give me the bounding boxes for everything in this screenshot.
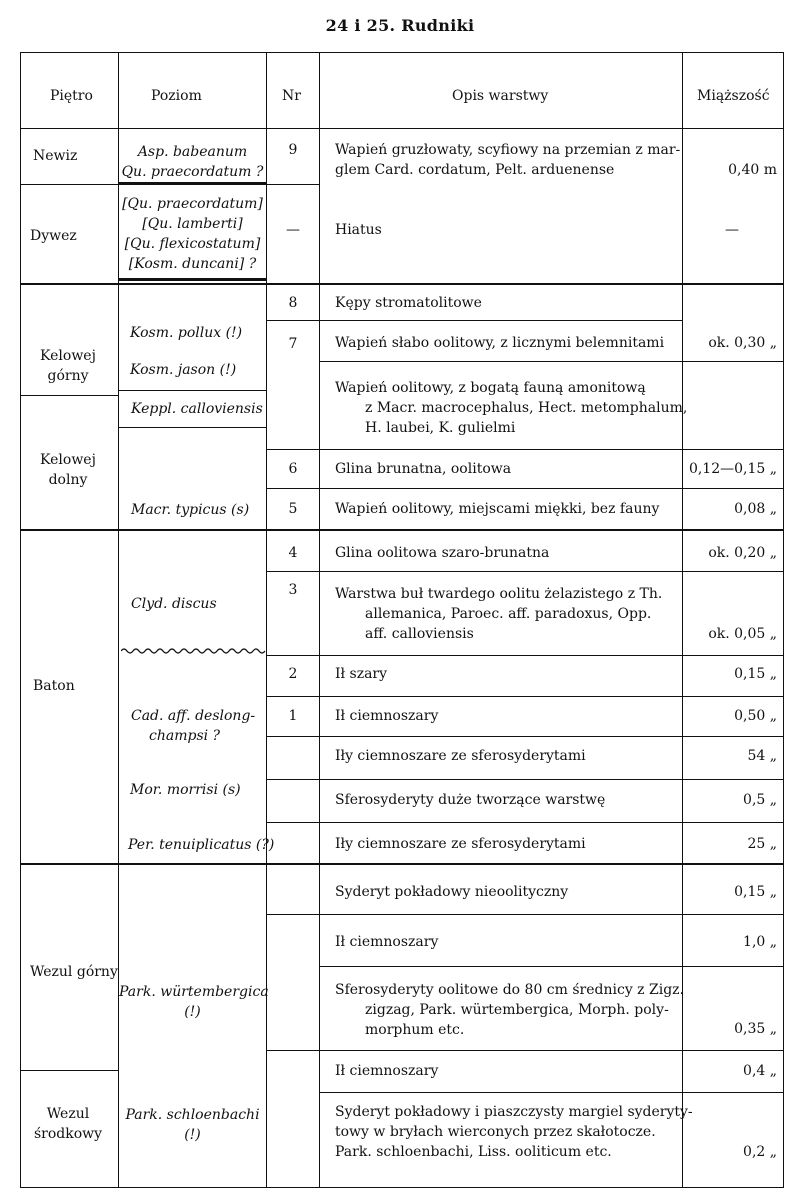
row-rule (267, 320, 319, 321)
row-rule (267, 736, 784, 737)
zone-cad: Cad. aff. deslong- champsi ? (131, 708, 256, 744)
thickness-w2: 1,0 „ (743, 934, 777, 950)
desc-w2: Ił ciemnoszary (335, 934, 439, 950)
row-rule (319, 966, 784, 967)
desc-e3: Iły ciemnoszare ze sferosyderytami (335, 836, 586, 852)
wavy-boundary (121, 646, 267, 656)
thickness-w4: 0,4 „ (743, 1063, 777, 1079)
section-rule (20, 283, 784, 285)
desc-hiatus: Hiatus (335, 222, 382, 238)
nr-cell: 7 (288, 336, 298, 352)
zone-per: Per. tenuiplicatus (?) (128, 837, 275, 853)
zone-dywez: [Qu. praecordatum] [Qu. lamberti] [Qu. flexicostatum] [Kosm. duncani] ? (122, 196, 263, 272)
section-rule (20, 529, 784, 531)
row-rule (119, 278, 267, 281)
zone-clyd: Clyd. discus (131, 596, 217, 612)
nr-cell: 8 (288, 295, 298, 311)
desc-w3: Sferosyderyty oolitowe do 80 cm średnicy z Zigz. zigzag, Park. würtembergica, Morph. poly- morphum etc. (335, 982, 685, 1038)
desc-e1: Iły ciemnoszare ze sferosyderytami (335, 748, 586, 764)
desc-7b: Wapień oolitowy, z bogatą fauną amonitową z Macr. macrocephalus, Hect. metomphalum, H. laubei, K. gulielmi (335, 380, 688, 436)
desc-6: Glina brunatna, oolitowa (335, 461, 512, 477)
header-pietro: Piętro (50, 88, 93, 104)
thickness-w1: 0,15 „ (734, 884, 777, 900)
zone-jason: Kosm. jason (!) (130, 362, 237, 378)
thickness-hiatus: — (725, 222, 739, 238)
desc-9: Wapień gruzłowaty, scyfiowy na przemian z mar- glem Card. cordatum, Pelt. arduenense (335, 142, 681, 178)
thickness-2: 0,15 „ (734, 666, 777, 682)
nr-cell: — (286, 222, 300, 238)
thickness-4: ok. 0,20 „ (708, 545, 777, 561)
thickness-e2: 0,5 „ (743, 792, 777, 808)
thickness-7: ok. 0,30 „ (708, 335, 777, 351)
thickness-3: ok. 0,05 „ (708, 626, 777, 642)
stage-newiz: Newiz (33, 148, 78, 164)
header-miazszosc: Miąższość (697, 88, 770, 104)
nr-cell: 9 (288, 142, 298, 158)
header-opis: Opis warstwy (452, 88, 549, 104)
desc-7: Wapień słabo oolitowy, z licznymi belemnitami (335, 335, 665, 351)
desc-3: Warstwa buł twardego oolitu żelazistego z Th. allemanica, Paroec. aff. paradoxus, Opp. aff. calloviensis (335, 586, 663, 642)
row-rule (267, 655, 784, 656)
desc-1: Ił ciemnoszary (335, 708, 439, 724)
zone-park-w: Park. würtembergica (!) (119, 984, 269, 1020)
header-rule (20, 128, 784, 129)
desc-2: Ił szary (335, 666, 388, 682)
row-rule (20, 1070, 119, 1071)
row-rule (267, 184, 319, 185)
nr-cell: 6 (288, 461, 298, 477)
desc-e2: Sferosyderyty duże tworzące warstwę (335, 792, 606, 808)
nr-cell: 4 (288, 545, 298, 561)
nr-cell: 5 (288, 501, 298, 517)
row-rule (267, 1050, 784, 1051)
row-rule (267, 822, 784, 823)
row-rule (119, 182, 267, 185)
desc-w5: Syderyt pokładowy i piaszczysty margiel syderyty- towy w bryłach wierconych przez skałotocze. Park. schloenbachi, Liss. ooliticum etc. (335, 1104, 693, 1160)
row-rule (267, 488, 784, 489)
row-rule (319, 361, 784, 362)
desc-w1: Syderyt pokładowy nieoolityczny (335, 884, 569, 900)
zone-pollux: Kosm. pollux (!) (130, 325, 243, 341)
thickness-w3: 0,35 „ (734, 1021, 777, 1037)
stage-baton: Baton (33, 678, 75, 694)
row-rule (267, 696, 784, 697)
thickness-e3: 25 „ (747, 836, 777, 852)
row-rule (319, 1092, 784, 1093)
row-rule (119, 427, 267, 428)
row-rule (267, 571, 784, 572)
stage-kelowej-gorny: Kelowej górny (40, 348, 96, 384)
row-rule (119, 390, 267, 391)
column-divider (319, 53, 320, 1187)
desc-8: Kępy stromatolitowe (335, 295, 482, 311)
thickness-e1: 54 „ (747, 748, 777, 764)
zone-park-s: Park. schloenbachi (!) (125, 1107, 260, 1143)
row-rule (20, 184, 119, 185)
header-nr: Nr (282, 88, 301, 104)
thickness-9: 0,40 m (728, 162, 777, 178)
section-rule (20, 863, 784, 865)
row-rule (267, 449, 784, 450)
header-poziom: Poziom (151, 88, 202, 104)
desc-4: Glina oolitowa szaro-brunatna (335, 545, 550, 561)
zone-macr: Macr. typicus (s) (131, 502, 250, 518)
row-rule (319, 320, 683, 321)
nr-cell: 2 (288, 666, 298, 682)
zone-keppl: Keppl. calloviensis (131, 401, 263, 417)
nr-cell: 3 (288, 582, 298, 598)
row-rule (267, 779, 784, 780)
stage-dywez: Dywez (30, 228, 77, 244)
thickness-5: 0,08 „ (734, 501, 777, 517)
desc-5: Wapień oolitowy, miejscami miękki, bez fauny (335, 501, 660, 517)
page-title: 24 i 25. Rudniki (325, 16, 475, 35)
desc-w4: Ił ciemnoszary (335, 1063, 439, 1079)
zone-asp: Asp. babeanum Qu. praecordatum ? (121, 144, 264, 180)
row-rule (267, 914, 784, 915)
thickness-6: 0,12—0,15 „ (688, 461, 777, 477)
row-rule (20, 395, 119, 396)
nr-cell: 1 (288, 708, 298, 724)
stage-wezul-srodkowy: Wezul środkowy (33, 1106, 103, 1142)
stage-kelowej-dolny: Kelowej dolny (40, 452, 96, 488)
stage-wezul-gorny: Wezul górny (30, 964, 118, 980)
zone-mor: Mor. morrisi (s) (130, 782, 241, 798)
thickness-w5: 0,2 „ (743, 1144, 777, 1160)
thickness-1: 0,50 „ (734, 708, 777, 724)
